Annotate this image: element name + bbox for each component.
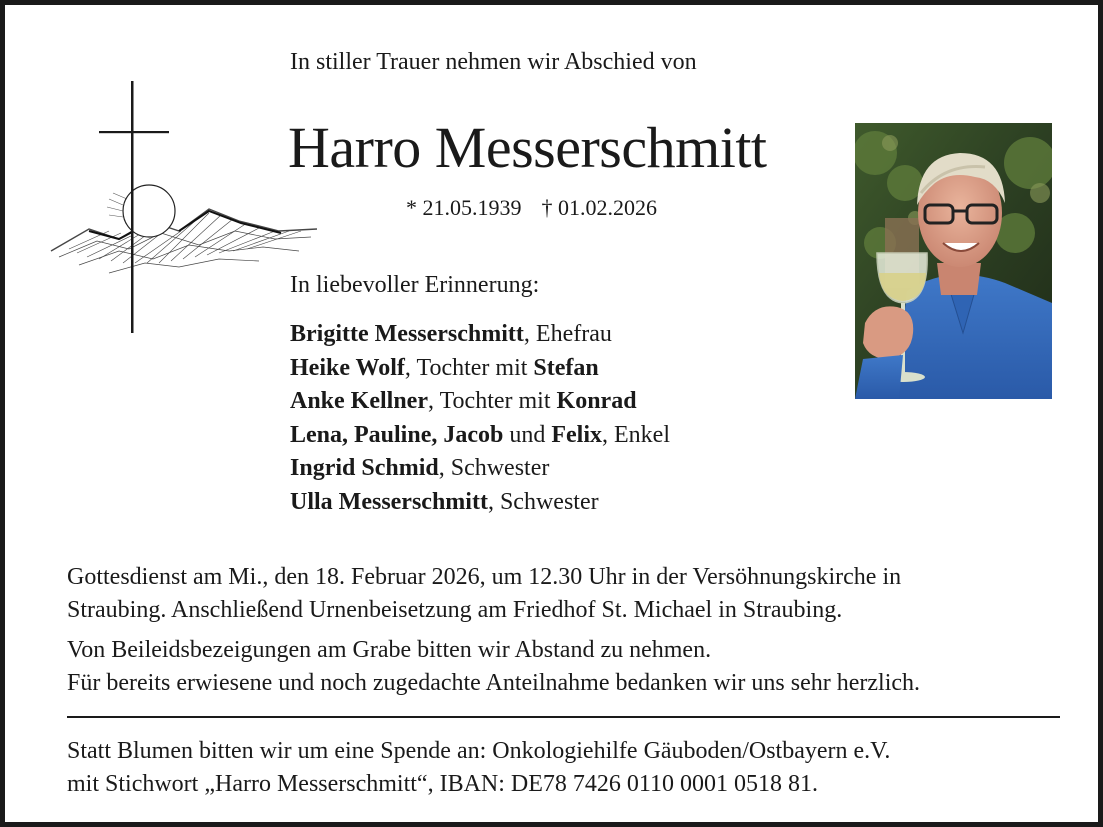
life-dates	[406, 195, 657, 221]
mourner-line: Lena, Pauline, Jacob und Felix, Enkel	[290, 421, 670, 448]
mourner-line: Ulla Messerschmitt, Schwester	[290, 488, 599, 515]
intro-line: In stiller Trauer nehmen wir Abschied von	[290, 49, 697, 75]
service-line: Von Beileidsbezeigungen am Grabe bitten wir Abstand zu nehmen.	[67, 637, 712, 663]
memory-heading: In liebevoller Erinnerung:	[290, 272, 540, 298]
donation-info	[67, 735, 1067, 801]
donation-line: mit Stichwort „Harro Messerschmitt“, IBAN: DE78 7426 0110 0001 0518 81.	[67, 771, 819, 797]
service-line: Für bereits erwiesene und noch zugedachte Anteilnahme bedanken wir uns sehr herzlich.	[67, 670, 921, 696]
divider	[67, 716, 1060, 718]
portrait-photo	[855, 123, 1052, 399]
deceased-name: Harro Messerschmitt	[288, 115, 767, 180]
cross-sun-mountains-icon	[49, 81, 321, 337]
mourner-line: Brigitte Messerschmitt, Ehefrau	[290, 321, 612, 347]
donation-line: Statt Blumen bitten wir um eine Spende an: Onkologiehilfe Gäuboden/Ostbayern e.V.	[67, 738, 891, 764]
mourner-line: Heike Wolf, Tochter mit Stefan	[290, 354, 599, 381]
mourner-line: Ingrid Schmid, Schwester	[290, 455, 550, 481]
death-date: † 01.02.2026	[541, 195, 657, 220]
service-line: Straubing. Anschließend Urnenbeisetzung am Friedhof St. Michael in Straubing.	[67, 597, 843, 623]
mourners-list	[290, 318, 670, 519]
service-line: Gottesdienst am Mi., den 18. Februar 2026, um 12.30 Uhr in der Versöhnungskirche in	[67, 564, 902, 590]
birth-date: * 21.05.1939	[406, 195, 522, 220]
mourner-line: Anke Kellner, Tochter mit Konrad	[290, 388, 637, 414]
service-info	[67, 561, 1067, 700]
